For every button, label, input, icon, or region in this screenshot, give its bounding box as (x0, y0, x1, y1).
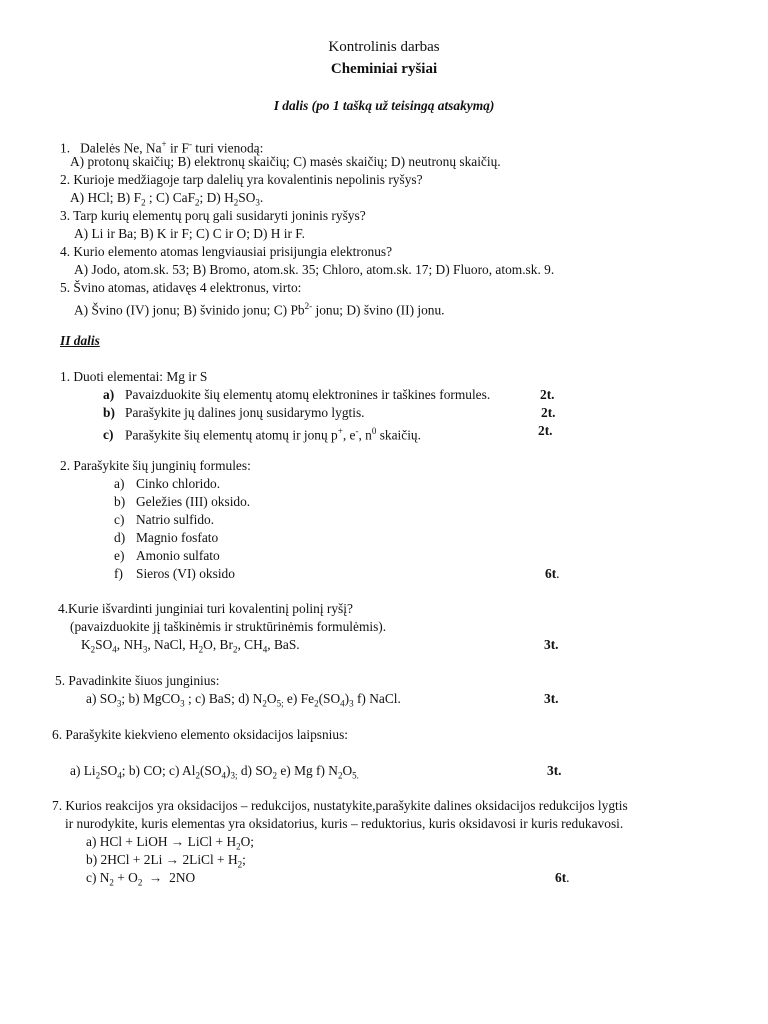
document-title: Kontrolinis darbas (328, 39, 440, 55)
task1-a-points: 2t. (540, 387, 555, 402)
task5-text: 5. Pavadinkite šiuos junginius: (55, 673, 220, 688)
task7-reaction-c: c) $N_2 + O_2 \to 2NO$ (86, 870, 196, 888)
q5-text: 5. Švino atomas, atidavęs 4 elektronus, virto: (60, 280, 302, 295)
task1-text: 1. Duoti elementai: Mg ir S (60, 369, 208, 384)
task6-points: 3t. (547, 763, 562, 778)
task7-line1: 7. Kurios reakcijos yra oksidacijos – redukcijos, nustatykite,parašykite dalines oksidacijos redukcijos lygtis (52, 798, 628, 813)
task1-b-points: 2t. (541, 405, 556, 420)
task4-text: 4.Kurie išvardinti junginiai turi kovalentinį polinį ryšį? (58, 601, 353, 616)
q4-options: A) Jodo, atom.sk. 53; B) Bromo, atom.sk. 35; Chloro, atom.sk. 17; D) Fluoro, atom.sk. 9. (74, 262, 555, 277)
task4-note: (pavaizduokite jį taškinėmis ir struktūrinėmis formulėmis). (70, 619, 387, 634)
q1-options: A) protonų skaičių; B) elektronų skaičių; C) masės skaičių; D) neutronų skaičių. (70, 154, 501, 169)
task2-item-f: f) Sieros (VI) oksido (114, 566, 235, 581)
q2-text: 2. Kurioje medžiagoje tarp dalelių yra kovalentinis nepolinis ryšys? (60, 172, 423, 187)
q3-options: A) Li ir Ba; B) K ir F; C) C ir O; D) H ir F. (74, 226, 306, 241)
task7-line2: ir nurodykite, kuris elementas yra oksidatorius, kuris – reduktorius, kuris oksidavosi ir kuris redukavosi. (65, 816, 624, 831)
task5-compounds: a) $SO_3$; b) MgCO$_3$ ; c) BaS; d) $N_2O_{5;}$ e) $Fe_2(SO_4)_3$ f) NaCl. (86, 691, 401, 709)
task1-a: a) Pavaizduokite šių elementų atomų elektronines ir taškines formules. (103, 387, 491, 402)
task2-item-b: b) Geležies (III) oksido. (114, 494, 251, 509)
task2-item-c: c) Natrio sulfido. (114, 512, 215, 527)
task7-reaction-b: b) 2HCl + 2Li → 2LiCl + $H_2$; (86, 852, 246, 870)
q1-text: 1. Dalelės Ne, Na+ ir F- turi vienodą: (60, 139, 264, 156)
task2-text: 2. Parašykite šių junginių formules: (60, 458, 251, 473)
task4-compounds: $K_2SO_4$, $NH_3$, NaCl, $H_2O$, $Br_2$, $CH_4$, BaS. (81, 637, 300, 655)
task2-item-a: a) Cinko chlorido. (114, 476, 221, 491)
task2-points: 6t. (545, 566, 560, 581)
task2-item-d: d) Magnio fosfato (114, 530, 219, 545)
task5-points: 3t. (544, 691, 559, 706)
task1-c: c) Parašykite šių elementų atomų ir jonų p+, e-, $n^0$ skaičių. (103, 426, 421, 443)
q2-options: A) HCl; B) $F_2$ ; C) CaF$_2$; D) $H_2SO_3$. (70, 190, 264, 208)
task2-item-e: e) Amonio sulfato (114, 548, 220, 563)
task6-text: 6. Parašykite kiekvieno elemento oksidacijos laipsnius: (52, 727, 349, 742)
task7-points: 6t. (555, 870, 570, 885)
part2-heading: II dalis (60, 333, 100, 348)
part1-heading: I dalis (po 1 tašką už teisingą atsakymą) (273, 98, 495, 113)
task1-b: b) Parašykite jų dalines jonų susidarymo lygtis. (103, 405, 365, 420)
task4-points: 3t. (544, 637, 559, 652)
q3-text: 3. Tarp kurių elementų porų gali susidaryti joninis ryšys? (60, 208, 366, 223)
q5-options: A) Švino (IV) jonu; B) švinido jonu; C) $Pb^{2-}$ jonu; D) švino (II) jonu. (74, 301, 445, 318)
task1-c-points: 2t. (538, 423, 553, 438)
document-subtitle: Cheminiai ryšiai (330, 61, 438, 77)
task7-reaction-a: a) HCl + LiOH → LiCl + $H_2O$; (86, 834, 255, 852)
q4-text: 4. Kurio elemento atomas lengviausiai prisijungia elektronus? (60, 244, 393, 259)
task6-compounds: a) $Li_2SO_4$; b) CO; c) $Al_2(SO_4)_{3;}$ d) $SO_2$ e) Mg f) $N_2O_{5.}$ (70, 763, 359, 781)
